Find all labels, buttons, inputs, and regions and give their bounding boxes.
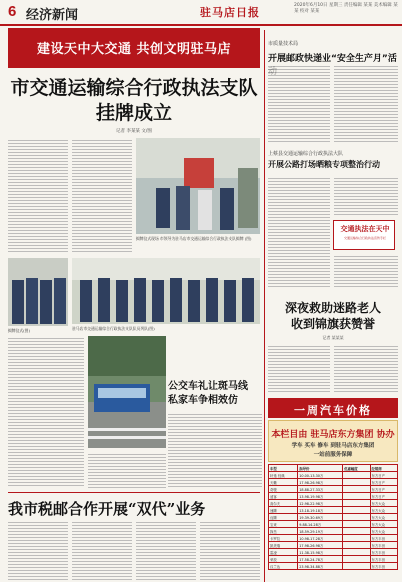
table-cell: 19.39-30.69万 [298, 514, 343, 521]
table-cell: 10.00-13.30万 [298, 472, 343, 479]
table-cell: 荣放 [269, 556, 298, 563]
photo-bus [88, 336, 166, 448]
sponsor-slogan-2: 一站前服务保障 [313, 452, 353, 458]
divider [8, 492, 260, 493]
table-cell [343, 486, 370, 493]
table-row [269, 514, 398, 521]
table-row [269, 507, 398, 514]
table-cell [343, 521, 370, 528]
table-header-cell: 车型 [269, 465, 298, 472]
right-item3-title-line1: 深夜救助迷路老人 [284, 301, 381, 315]
sponsor-slogan-1: 学车 买车 修车 到驻马店东方集团 [291, 443, 375, 449]
photo-officers [8, 258, 68, 326]
badge-title: 交通执法在天中 [340, 225, 390, 233]
table-cell [343, 500, 370, 507]
photo-officers-caption: 揭牌仪式(图) [8, 328, 30, 333]
table-cell [343, 528, 370, 535]
table-row [269, 472, 398, 479]
right-item1-title: 开展邮政快递业“安全生产月”活 [268, 54, 397, 64]
table-cell [343, 535, 370, 542]
main-body-col2 [72, 138, 132, 254]
table-cell: 速腾 [269, 507, 298, 514]
right-item3-body-b [334, 344, 398, 394]
table-cell: 17.98-26.98万 [298, 479, 343, 486]
table-cell [343, 472, 370, 479]
table-row [269, 563, 398, 570]
table-cell [343, 549, 370, 556]
bus-headline [168, 380, 262, 408]
table-cell: 东方大众 [370, 514, 397, 521]
right-item2-body-c [334, 254, 398, 288]
bottom-headline: 我市税邮合作开展“双代”业务 [8, 500, 206, 518]
table-header-cell: 优惠幅度 [343, 465, 370, 472]
table-cell [343, 514, 370, 521]
table-cell: 探岳 [269, 528, 298, 535]
bus-body-2 [88, 452, 166, 488]
right-item2-body-b [334, 176, 398, 216]
table-header-row [269, 465, 398, 472]
car-price-table [268, 464, 398, 570]
table-cell: 13.98-19.98万 [298, 493, 343, 500]
table-cell: 逍客 [269, 493, 298, 500]
main-byline: 记者 李某某 文/图 [116, 129, 152, 134]
table-header-cell: 指导价 [298, 465, 343, 472]
table-row [269, 521, 398, 528]
table-cell: 天籁 [269, 479, 298, 486]
table-cell: 东方大众 [370, 500, 397, 507]
main-body-col1 [8, 138, 68, 254]
table-row [269, 479, 398, 486]
table-row [269, 486, 398, 493]
table-cell: 奇骏 [269, 486, 298, 493]
main-headline [8, 76, 260, 126]
table-row [269, 556, 398, 563]
table-cell: 东方丰田 [370, 542, 397, 549]
bottom-body-col2 [72, 520, 132, 580]
bottom-body-col1 [8, 520, 68, 580]
table-row [269, 542, 398, 549]
table-cell: 东方大众 [370, 507, 397, 514]
table-row [269, 535, 398, 542]
right-item2-kicker: 上蔡县交通运输综合行政执法大队 [268, 151, 344, 157]
weekly-car-price-title: 一周汽车价格 [294, 404, 372, 417]
masthead: 驻马店日报 [200, 6, 260, 19]
table-cell: 东方丰田 [370, 535, 397, 542]
bus-headline-line1: 公交车礼让斑马线 [168, 381, 248, 392]
main-headline-line2: 挂牌成立 [95, 102, 172, 124]
right-item3-title-line2: 收到锦旗获赞誉 [290, 317, 375, 331]
table-cell: 东方丰田 [370, 563, 397, 570]
banner [8, 28, 260, 68]
table-cell: 迈腾 [269, 514, 298, 521]
photo-ceremony-caption: 揭牌仪式现场 市领导为驻马店市交通运输综合行政执法支队揭牌 (图) [136, 236, 252, 241]
table-cell: 轩逸 经典 [269, 472, 298, 479]
sponsor-box [268, 420, 398, 462]
bus-headline-line2: 私家车争相效仿 [168, 395, 238, 406]
table-cell: 宝来 [269, 521, 298, 528]
badge-subtitle: 交通运输综合行政执法宣传专栏 [343, 236, 386, 240]
section-title: 经济新闻 [26, 8, 79, 23]
right-item1-body-a [268, 64, 330, 144]
table-header-cell: 经销商 [370, 465, 397, 472]
table-cell: 13.18-19.18万 [298, 507, 343, 514]
right-item3-body-a [268, 344, 330, 394]
bottom-body-col3 [136, 520, 196, 580]
right-item3-title [268, 300, 398, 332]
table-cell: 东方日产 [370, 486, 397, 493]
table-cell: 东方丰田 [370, 549, 397, 556]
table-cell [343, 563, 370, 570]
table-cell [343, 507, 370, 514]
table-row [269, 500, 398, 507]
photo-lineup [72, 258, 260, 324]
weekly-car-price-bar [268, 398, 398, 418]
table-cell: 17.58-24.78万 [298, 556, 343, 563]
right-item2-body-a [268, 176, 330, 288]
table-cell [343, 556, 370, 563]
table-cell: 雷凌 [269, 549, 298, 556]
page-number: 6 [8, 3, 17, 20]
table-cell: 11.38-15.98万 [298, 549, 343, 556]
table-cell: 12.98-22.98万 [298, 500, 343, 507]
right-item3-byline: 记者 某某某 [322, 335, 344, 340]
table-cell: 17.98-26.98万 [298, 542, 343, 549]
table-row [269, 493, 398, 500]
table-cell: 东方大众 [370, 521, 397, 528]
table-cell: 汉兰达 [269, 563, 298, 570]
table-row [269, 549, 398, 556]
photo-ceremony [136, 138, 260, 234]
right-item1-body-b [334, 64, 398, 144]
sponsor-name: 本栏目由 驻马店东方集团 协办 [271, 430, 395, 440]
table-cell: 东方日产 [370, 493, 397, 500]
table-cell: 东方日产 [370, 479, 397, 486]
photo-lineup-caption: 驻马店市交通运输综合行政执法支队队员列队(图) [72, 326, 155, 331]
table-cell: 凯美瑞 [269, 542, 298, 549]
header-info: 2020年6月10日 星期三 责任编辑 某某 美术编辑 某某 校对 某某 [294, 3, 398, 14]
table-cell [343, 493, 370, 500]
table-cell: 18.88-27.33万 [298, 486, 343, 493]
banner-text: 建设天中大交通 共创文明驻马店 [36, 42, 232, 57]
table-cell: 卡罗拉 [269, 535, 298, 542]
table-cell: 18.59-29.19万 [298, 528, 343, 535]
car-price-table-body [269, 465, 398, 570]
bus-body [168, 412, 262, 488]
table-cell: 10.98-17.28万 [298, 535, 343, 542]
main-headline-line1: 市交通运输综合行政执法支队 [10, 77, 258, 99]
table-cell: 9.88-14.28万 [298, 521, 343, 528]
table-cell [343, 479, 370, 486]
table-cell: 东方日产 [370, 472, 397, 479]
table-cell [343, 542, 370, 549]
traffic-enforcement-badge [333, 220, 395, 250]
table-cell: 东方大众 [370, 528, 397, 535]
main-body-col3 [8, 336, 84, 488]
right-item1-kicker: 市质量技术局 [268, 41, 299, 47]
table-row [269, 528, 398, 535]
column-rule [264, 30, 265, 582]
table-cell: 东方丰田 [370, 556, 397, 563]
bottom-body-col4 [200, 520, 260, 580]
table-cell: 高尔夫 [269, 500, 298, 507]
table-cell: 23.98-34.88万 [298, 563, 343, 570]
right-item2-title: 开展公路打场晒粮专项整治行动 [268, 160, 380, 169]
